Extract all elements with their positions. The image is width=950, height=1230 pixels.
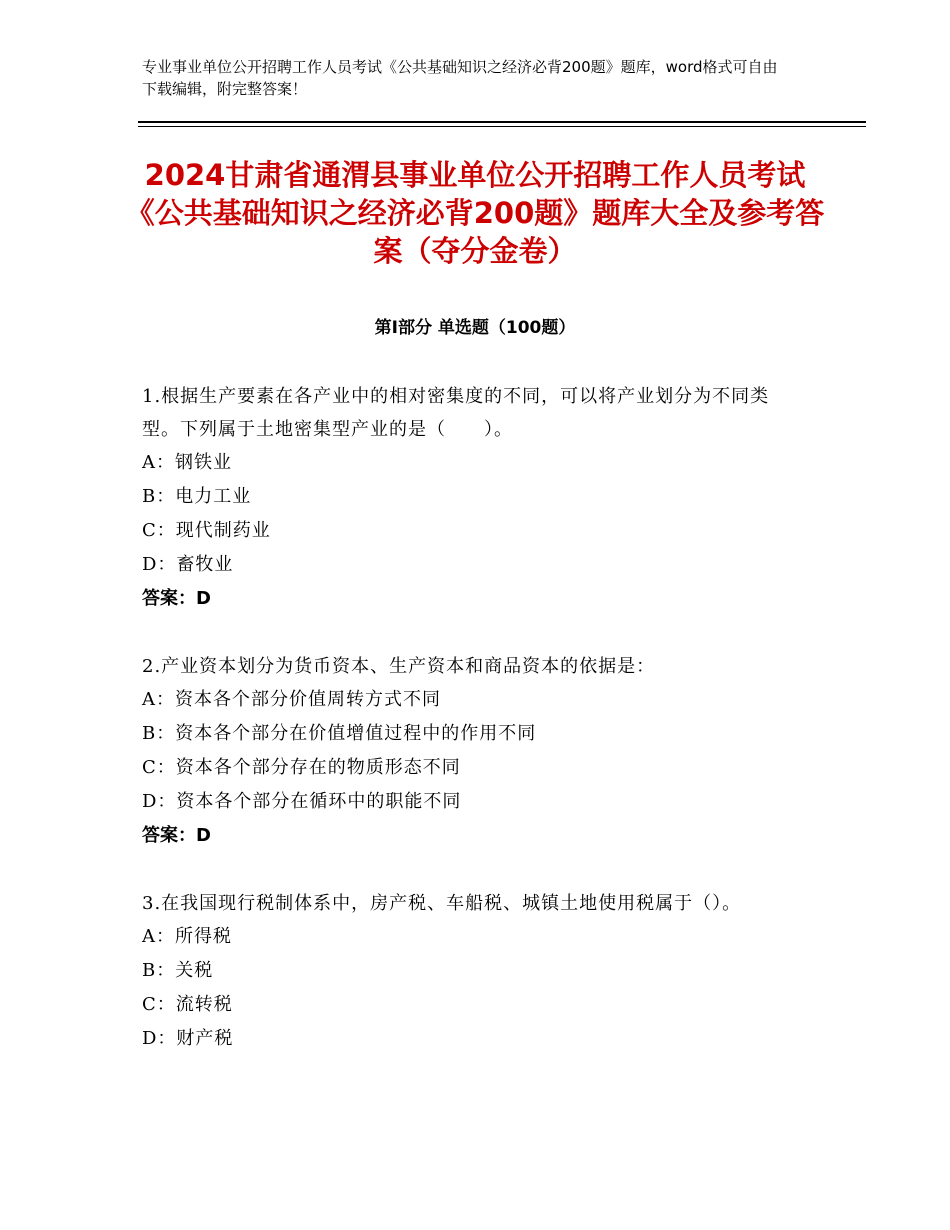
answer: 答案：D [142, 825, 211, 846]
answer: 答案：D [142, 588, 211, 609]
question-3 [142, 887, 802, 1056]
option-b: B：关税 [142, 960, 214, 981]
option-c: C：流转税 [142, 994, 233, 1015]
option-d: D：畜牧业 [142, 554, 234, 575]
header-note: 专业事业单位公开招聘工作人员考试《公共基础知识之经济必背200题》题库，word格式可自由下载编辑，附完整答案！ [142, 58, 778, 98]
question-1 [142, 380, 802, 616]
question-stem: 2.产业资本划分为货币资本、生产资本和商品资本的依据是： [142, 656, 656, 677]
question-stem: 3.在我国现行税制体系中，房产税、车船税、城镇土地使用税属于（）。 [142, 893, 742, 914]
question-2 [142, 650, 802, 853]
document-title: 2024甘肃省通渭县事业单位公开招聘工作人员考试《公共基础知识之经济必背200题》题库大全及参考答案（夺分金卷） [125, 158, 825, 268]
option-d: D：财产税 [142, 1028, 234, 1049]
section-title: 第I部分 单选题（100题） [374, 318, 576, 338]
option-b: B：电力工业 [142, 486, 252, 507]
option-c: C：现代制药业 [142, 520, 271, 541]
question-stem: 1.根据生产要素在各产业中的相对密集度的不同，可以将产业划分为不同类型。下列属于土地密集型产业的是（ ）。 [142, 386, 770, 440]
option-a: A：资本各个部分价值周转方式不同 [142, 689, 441, 710]
option-a: A：所得税 [142, 926, 232, 947]
option-d: D：资本各个部分在循环中的职能不同 [142, 791, 462, 812]
header-rule [138, 121, 866, 123]
option-a: A：钢铁业 [142, 452, 232, 473]
question-list [142, 380, 802, 1090]
option-c: C：资本各个部分存在的物质形态不同 [142, 757, 461, 778]
header-rule-thin [138, 126, 866, 127]
option-b: B：资本各个部分在价值增值过程中的作用不同 [142, 723, 537, 744]
